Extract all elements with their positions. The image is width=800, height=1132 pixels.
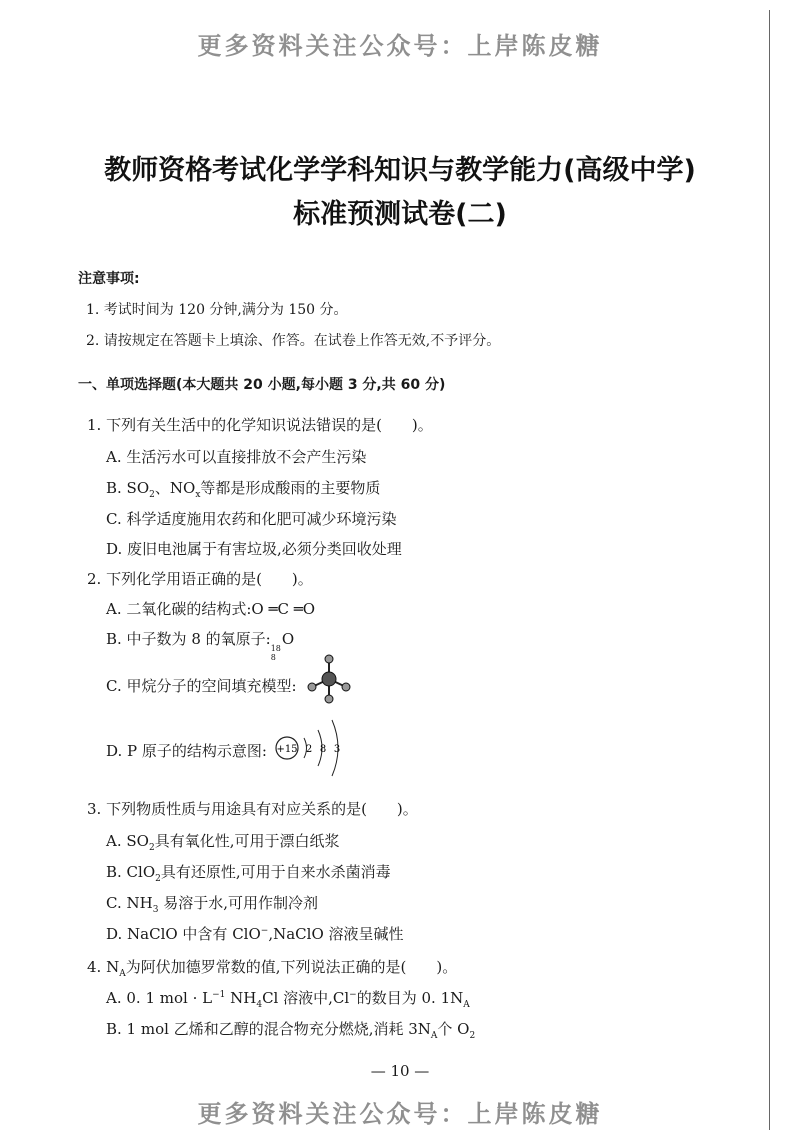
question-1-option-c: C. 科学适度施用农药和化肥可减少环境污染 bbox=[106, 510, 397, 528]
shell-3-count: 3 bbox=[333, 744, 341, 755]
exam-title-line1: 教师资格考试化学学科知识与教学能力(高级中学) bbox=[104, 155, 696, 186]
question-1-stem: 1. 下列有关生活中的化学知识说法错误的是( )。 bbox=[87, 416, 433, 434]
section-header: 一、单项选择题(本大题共 20 小题,每小题 3 分,共 60 分) bbox=[78, 377, 446, 393]
question-2-option-c: C. 甲烷分子的空间填充模型: bbox=[106, 675, 297, 696]
question-2-option-a: A. 二氧化碳的结构式:O ═C ═O bbox=[106, 600, 316, 618]
shell-1-count: 2 bbox=[305, 744, 313, 755]
nucleus-label: +15 bbox=[276, 744, 298, 755]
shell-2-count: 8 bbox=[319, 744, 327, 755]
question-2-option-d: D. P 原子的结构示意图: +15 2 8 3 bbox=[106, 740, 267, 761]
question-1-option-d: D. 废旧电池属于有害垃圾,必须分类回收处理 bbox=[106, 540, 402, 558]
question-3-option-a: A. $SO_2$具有氧化性,可用于漂白纸浆 bbox=[106, 832, 340, 853]
question-2-stem: 2. 下列化学用语正确的是( )。 bbox=[87, 570, 313, 588]
question-2-option-b: B. 中子数为 8 的氧原子: 18 8 O bbox=[106, 630, 295, 662]
question-3-option-b: B. ClO$_2$具有还原性,可用于自来水杀菌消毒 bbox=[106, 863, 391, 884]
question-3-option-c: C. $NH_3$ 易溶于水,可用作制冷剂 bbox=[106, 894, 318, 915]
question-4-option-a: A. 0. 1 mol · $L^{-1}$ $NH_4Cl$ 溶液中,Cl−的数目为 0. $1N_A$ bbox=[106, 989, 470, 1010]
question-1-option-a: A. 生活污水可以直接排放不会产生污染 bbox=[106, 448, 367, 466]
note-item-1: 1. 考试时间为 120 分钟,满分为 150 分。 bbox=[86, 302, 348, 318]
notes-header: 注意事项: bbox=[78, 271, 140, 287]
question-3-stem: 3. 下列物质性质与用途具有对应关系的是( )。 bbox=[87, 800, 418, 818]
methane-model-icon bbox=[306, 653, 352, 709]
watermark-bottom: 更多资料关注公众号：上岸陈皮糖 bbox=[197, 1100, 603, 1128]
isotope-notation: 18 8 bbox=[270, 644, 281, 662]
question-4-option-b: B. 1 mol 乙烯和乙醇的混合物充分燃烧,消耗 $3N_A$个 $O_2$ bbox=[106, 1020, 476, 1041]
question-3-option-d: D. NaClO 中含有 ClO−,NaClO 溶液呈碱性 bbox=[106, 925, 404, 943]
question-4-stem: 4. $N_A$为阿伏加德罗常数的值,下列说法正确的是( )。 bbox=[87, 958, 458, 979]
note-item-2: 2. 请按规定在答题卡上填涂、作答。在试卷上作答无效,不予评分。 bbox=[86, 333, 501, 349]
atom-structure-diagram bbox=[274, 710, 350, 790]
question-1-option-b: B. $SO_2$、$NO_x$等都是形成酸雨的主要物质 bbox=[106, 479, 381, 500]
exam-title-line2: 标准预测试卷(二) bbox=[293, 199, 507, 230]
watermark-top: 更多资料关注公众号：上岸陈皮糖 bbox=[197, 32, 603, 60]
page-number: — 10 — bbox=[370, 1062, 430, 1080]
